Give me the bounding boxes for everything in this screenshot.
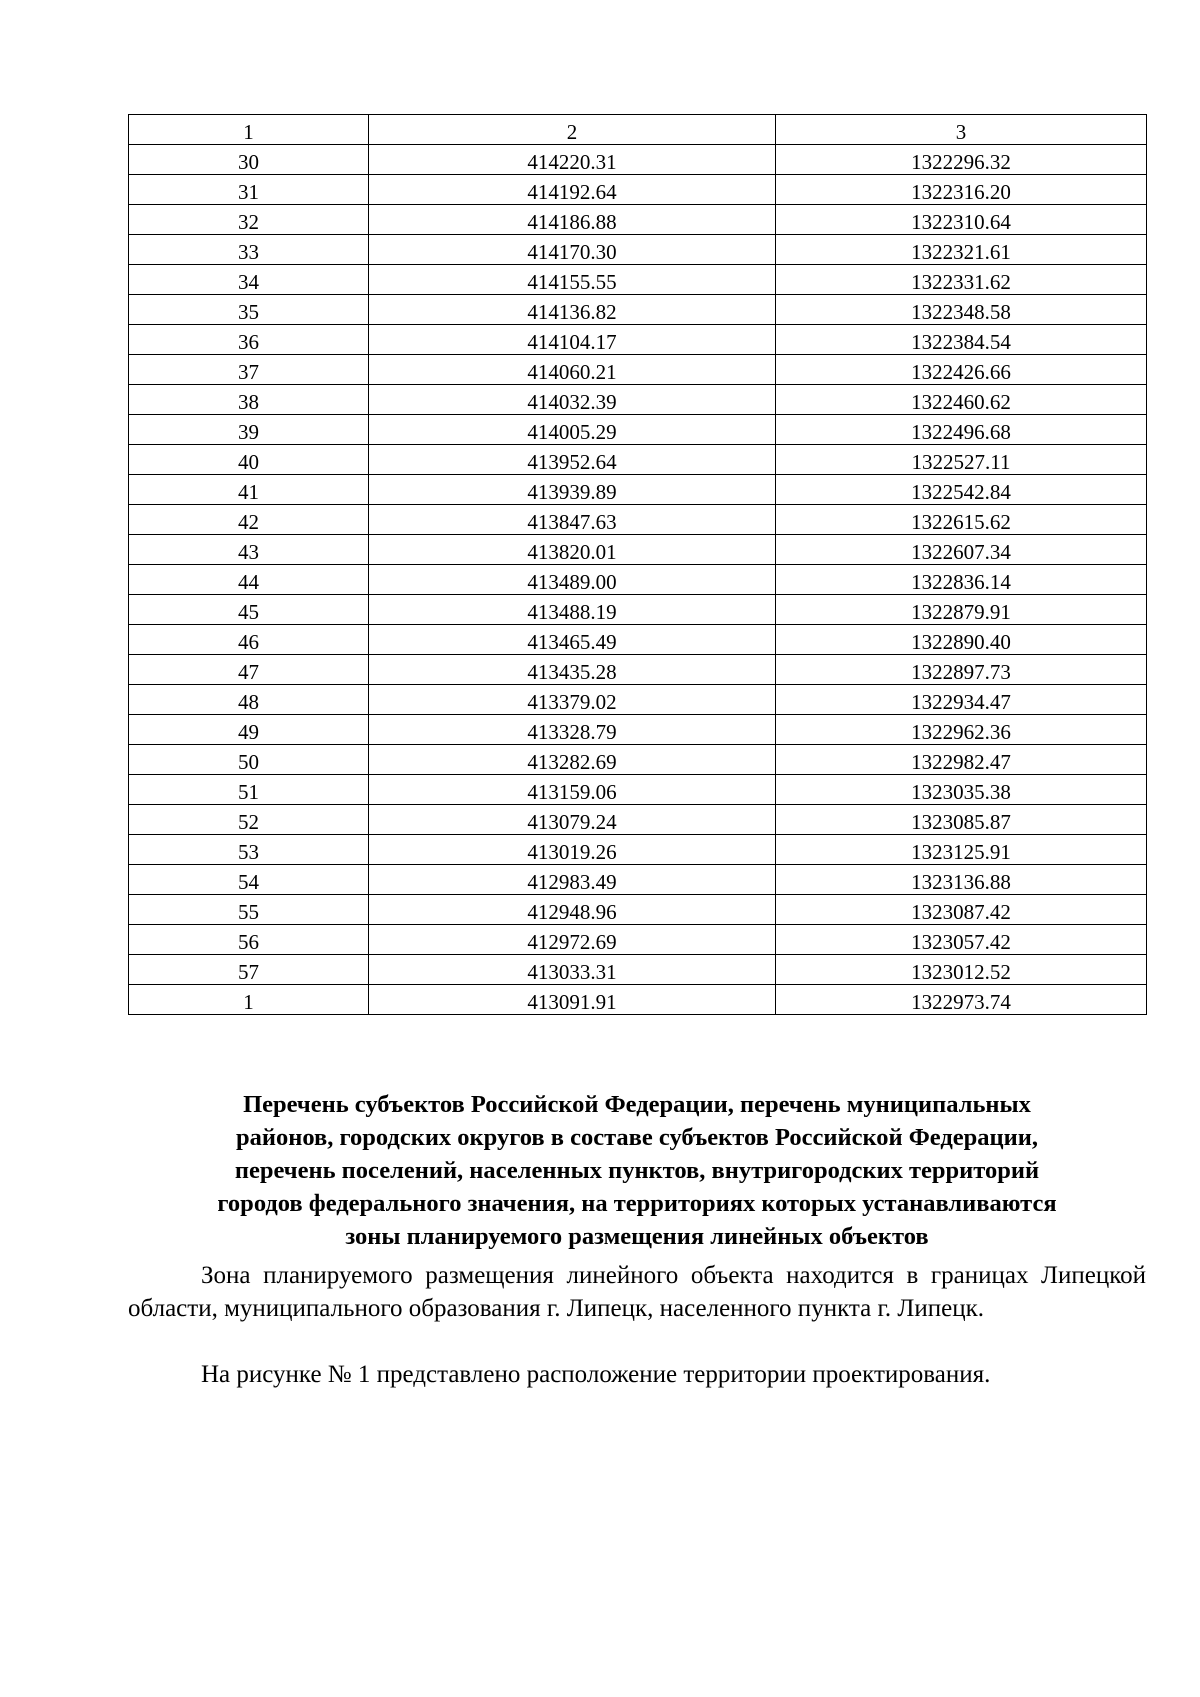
cell-point-number: 45 bbox=[129, 595, 369, 625]
table-row bbox=[129, 325, 1147, 355]
cell-x-coordinate: 413091.91 bbox=[369, 985, 776, 1015]
cell-point-number: 30 bbox=[129, 145, 369, 175]
paragraph-figure-reference: На рисунке № 1 представлено расположение территории проектирования. bbox=[201, 1361, 991, 1388]
table-row bbox=[129, 955, 1147, 985]
cell-y-coordinate: 1323012.52 bbox=[776, 955, 1147, 985]
cell-y-coordinate: 1322310.64 bbox=[776, 205, 1147, 235]
cell-x-coordinate: 413465.49 bbox=[369, 625, 776, 655]
cell-point-number: 46 bbox=[129, 625, 369, 655]
cell-y-coordinate: 1323087.42 bbox=[776, 895, 1147, 925]
cell-x-coordinate: 413159.06 bbox=[369, 775, 776, 805]
table-row bbox=[129, 925, 1147, 955]
cell-point-number: 44 bbox=[129, 565, 369, 595]
cell-y-coordinate: 1322331.62 bbox=[776, 265, 1147, 295]
table-row bbox=[129, 175, 1147, 205]
cell-x-coordinate: 414192.64 bbox=[369, 175, 776, 205]
cell-x-coordinate: 413435.28 bbox=[369, 655, 776, 685]
cell-x-coordinate: 413033.31 bbox=[369, 955, 776, 985]
table-row bbox=[129, 835, 1147, 865]
cell-point-number: 48 bbox=[129, 685, 369, 715]
cell-y-coordinate: 1323057.42 bbox=[776, 925, 1147, 955]
table-row bbox=[129, 235, 1147, 265]
cell-x-coordinate: 414136.82 bbox=[369, 295, 776, 325]
cell-x-coordinate: 413079.24 bbox=[369, 805, 776, 835]
cell-x-coordinate: 413282.69 bbox=[369, 745, 776, 775]
cell-y-coordinate: 1322973.74 bbox=[776, 985, 1147, 1015]
cell-point-number: 40 bbox=[129, 445, 369, 475]
cell-x-coordinate: 414104.17 bbox=[369, 325, 776, 355]
cell-y-coordinate: 1322496.68 bbox=[776, 415, 1147, 445]
cell-y-coordinate: 1323035.38 bbox=[776, 775, 1147, 805]
cell-x-coordinate: 413820.01 bbox=[369, 535, 776, 565]
paragraph-zone-location: Зона планируемого размещения линейного объекта находится в границах Липецкой области, муниципального образования г. Липецк, населенного пункта г. Липецк. bbox=[128, 1262, 1146, 1322]
table-row bbox=[129, 685, 1147, 715]
cell-x-coordinate: 414060.21 bbox=[369, 355, 776, 385]
cell-x-coordinate: 413328.79 bbox=[369, 715, 776, 745]
table-row bbox=[129, 145, 1147, 175]
cell-point-number: 36 bbox=[129, 325, 369, 355]
cell-y-coordinate: 1323085.87 bbox=[776, 805, 1147, 835]
cell-point-number: 54 bbox=[129, 865, 369, 895]
header-cell-y: 3 bbox=[776, 115, 1147, 145]
heading-line: зоны планируемого размещения линейных объектов bbox=[345, 1223, 929, 1250]
cell-point-number: 50 bbox=[129, 745, 369, 775]
cell-x-coordinate: 414032.39 bbox=[369, 385, 776, 415]
coordinates-table-body bbox=[129, 115, 1147, 1015]
cell-x-coordinate: 413847.63 bbox=[369, 505, 776, 535]
cell-x-coordinate: 413488.19 bbox=[369, 595, 776, 625]
cell-point-number: 52 bbox=[129, 805, 369, 835]
cell-x-coordinate: 414220.31 bbox=[369, 145, 776, 175]
cell-x-coordinate: 413952.64 bbox=[369, 445, 776, 475]
cell-y-coordinate: 1322384.54 bbox=[776, 325, 1147, 355]
cell-point-number: 53 bbox=[129, 835, 369, 865]
cell-x-coordinate: 413489.00 bbox=[369, 565, 776, 595]
table-row bbox=[129, 715, 1147, 745]
cell-x-coordinate: 413379.02 bbox=[369, 685, 776, 715]
table-row bbox=[129, 415, 1147, 445]
cell-y-coordinate: 1322982.47 bbox=[776, 745, 1147, 775]
table-row bbox=[129, 595, 1147, 625]
cell-y-coordinate: 1322836.14 bbox=[776, 565, 1147, 595]
table-row bbox=[129, 565, 1147, 595]
heading-line: городов федерального значения, на территориях которых устанавливаются bbox=[217, 1190, 1057, 1217]
cell-y-coordinate: 1323125.91 bbox=[776, 835, 1147, 865]
table-row bbox=[129, 205, 1147, 235]
section-heading bbox=[128, 1088, 1146, 1253]
cell-y-coordinate: 1322890.40 bbox=[776, 625, 1147, 655]
table-row bbox=[129, 535, 1147, 565]
table-row bbox=[129, 865, 1147, 895]
table-row bbox=[129, 355, 1147, 385]
cell-point-number: 32 bbox=[129, 205, 369, 235]
cell-point-number: 55 bbox=[129, 895, 369, 925]
cell-point-number: 33 bbox=[129, 235, 369, 265]
table-row bbox=[129, 295, 1147, 325]
table-row bbox=[129, 445, 1147, 475]
table-row bbox=[129, 505, 1147, 535]
cell-y-coordinate: 1322615.62 bbox=[776, 505, 1147, 535]
cell-point-number: 37 bbox=[129, 355, 369, 385]
cell-x-coordinate: 414170.30 bbox=[369, 235, 776, 265]
table-row bbox=[129, 775, 1147, 805]
cell-y-coordinate: 1322321.61 bbox=[776, 235, 1147, 265]
table-row bbox=[129, 895, 1147, 925]
cell-y-coordinate: 1322527.11 bbox=[776, 445, 1147, 475]
cell-point-number: 43 bbox=[129, 535, 369, 565]
cell-y-coordinate: 1322607.34 bbox=[776, 535, 1147, 565]
cell-y-coordinate: 1322879.91 bbox=[776, 595, 1147, 625]
heading-line: Перечень субъектов Российской Федерации, перечень муниципальных bbox=[243, 1091, 1031, 1118]
heading-line: перечень поселений, населенных пунктов, внутригородских территорий bbox=[234, 1157, 1040, 1184]
heading-line: районов, городских округов в составе субъектов Российской Федерации, bbox=[236, 1124, 1038, 1151]
cell-point-number: 56 bbox=[129, 925, 369, 955]
cell-x-coordinate: 414005.29 bbox=[369, 415, 776, 445]
cell-y-coordinate: 1322897.73 bbox=[776, 655, 1147, 685]
cell-y-coordinate: 1322426.66 bbox=[776, 355, 1147, 385]
table-row bbox=[129, 475, 1147, 505]
table-row bbox=[129, 625, 1147, 655]
cell-x-coordinate: 414186.88 bbox=[369, 205, 776, 235]
cell-point-number: 42 bbox=[129, 505, 369, 535]
cell-point-number: 41 bbox=[129, 475, 369, 505]
table-row bbox=[129, 745, 1147, 775]
cell-x-coordinate: 412972.69 bbox=[369, 925, 776, 955]
cell-y-coordinate: 1322348.58 bbox=[776, 295, 1147, 325]
cell-x-coordinate: 412948.96 bbox=[369, 895, 776, 925]
cell-point-number: 34 bbox=[129, 265, 369, 295]
table-header-row bbox=[129, 115, 1147, 145]
header-cell-x: 2 bbox=[369, 115, 776, 145]
cell-point-number: 39 bbox=[129, 415, 369, 445]
cell-x-coordinate: 412983.49 bbox=[369, 865, 776, 895]
coordinates-table bbox=[128, 114, 1147, 1015]
cell-y-coordinate: 1322962.36 bbox=[776, 715, 1147, 745]
cell-point-number: 38 bbox=[129, 385, 369, 415]
cell-point-number: 57 bbox=[129, 955, 369, 985]
table-row bbox=[129, 805, 1147, 835]
cell-point-number: 31 bbox=[129, 175, 369, 205]
cell-point-number: 51 bbox=[129, 775, 369, 805]
table-row bbox=[129, 985, 1147, 1015]
cell-y-coordinate: 1322934.47 bbox=[776, 685, 1147, 715]
table-row bbox=[129, 385, 1147, 415]
table-row bbox=[129, 655, 1147, 685]
header-cell-point: 1 bbox=[129, 115, 369, 145]
cell-x-coordinate: 413019.26 bbox=[369, 835, 776, 865]
cell-point-number: 47 bbox=[129, 655, 369, 685]
cell-x-coordinate: 414155.55 bbox=[369, 265, 776, 295]
table-row bbox=[129, 265, 1147, 295]
cell-y-coordinate: 1322296.32 bbox=[776, 145, 1147, 175]
cell-point-number: 1 bbox=[129, 985, 369, 1015]
cell-point-number: 49 bbox=[129, 715, 369, 745]
cell-y-coordinate: 1322542.84 bbox=[776, 475, 1147, 505]
cell-point-number: 35 bbox=[129, 295, 369, 325]
cell-y-coordinate: 1322316.20 bbox=[776, 175, 1147, 205]
cell-y-coordinate: 1323136.88 bbox=[776, 865, 1147, 895]
cell-y-coordinate: 1322460.62 bbox=[776, 385, 1147, 415]
cell-x-coordinate: 413939.89 bbox=[369, 475, 776, 505]
